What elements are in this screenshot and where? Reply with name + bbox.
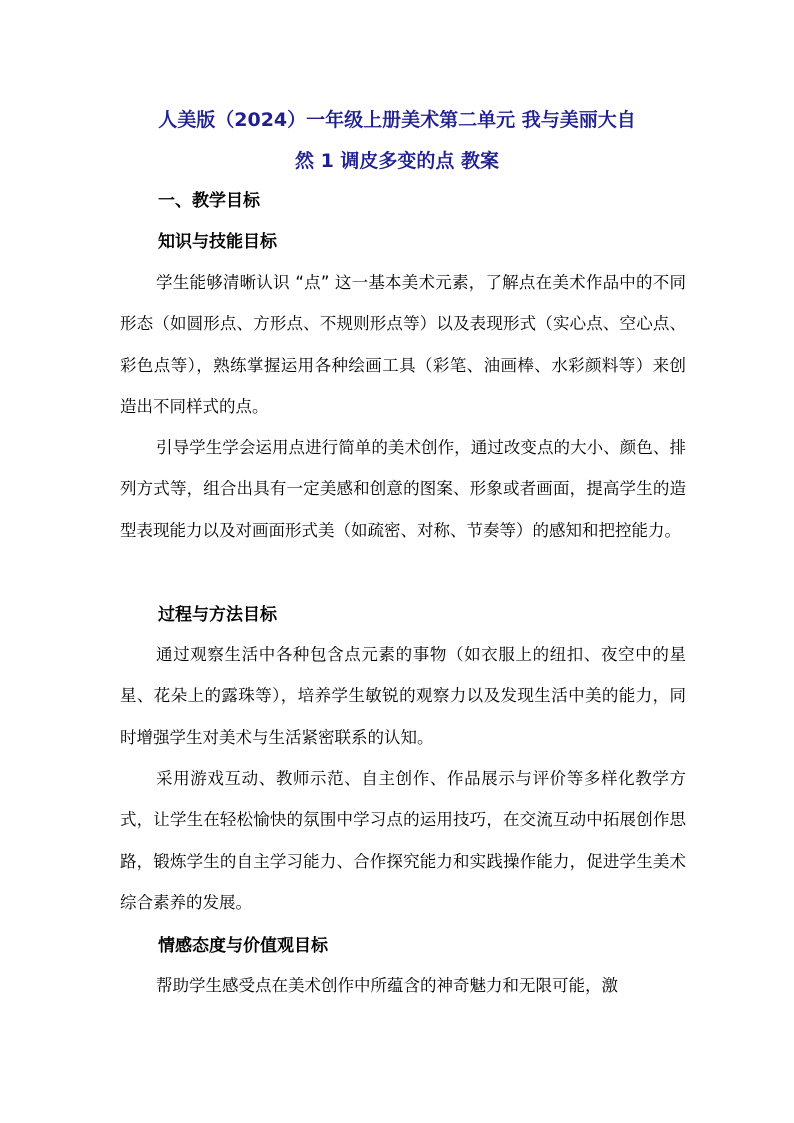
paragraph-process-1: 通过观察生活中各种包含点元素的事物（如衣服上的纽扣、夜空中的星星、花朵上的露珠等），培养学生敏锐的观察力以及发现生活中美的能力，同时增强学生对美术与生活紧密联系的认知。 bbox=[120, 645, 686, 747]
paragraph-process-2: 采用游戏互动、教师示范、自主创作、作品展示与评价等多样化教学方式，让学生在轻松愉快的氛围中学习点的运用技巧，在交流互动中拓展创作思路，锻炼学生的自主学习能力、合作探究能力和实践操作能力，促进学生美术综合素养的发展。 bbox=[120, 769, 686, 912]
document-title-line-2: 然 1 调皮多变的点 教案 bbox=[294, 150, 500, 172]
document-title-line-1: 人美版（2024）一年级上册美术第二单元 我与美丽大自 bbox=[158, 109, 636, 131]
paragraph-knowledge-2: 引导学生学会运用点进行简单的美术创作，通过改变点的大小、颜色、排列方式等，组合出具有一定美感和创意的图案、形象或者画面，提高学生的造型表现能力以及对画面形式美（如疏密、对称、节奏等）的感知和把控能力。 bbox=[120, 438, 686, 540]
section-heading-process-method: 过程与方法目标 bbox=[158, 605, 277, 625]
section-heading-teaching-goals: 一、教学目标 bbox=[158, 191, 260, 211]
paragraph-knowledge-1: 学生能够清晰认识 “点” 这一基本美术元素，了解点在美术作品中的不同形态（如圆形点、方形点、不规则形点等）以及表现形式（实心点、空心点、彩色点等），熟练掌握运用各种绘画工具（彩笔、油画棒、水彩颜料等）来创造出不同样式的点。 bbox=[120, 273, 686, 416]
section-heading-knowledge-skill: 知识与技能目标 bbox=[158, 232, 277, 252]
paragraph-emotion-1: 帮助学生感受点在美术创作中所蕴含的神奇魅力和无限可能，激 bbox=[156, 976, 618, 995]
section-heading-emotion-values: 情感态度与价值观目标 bbox=[158, 936, 328, 956]
